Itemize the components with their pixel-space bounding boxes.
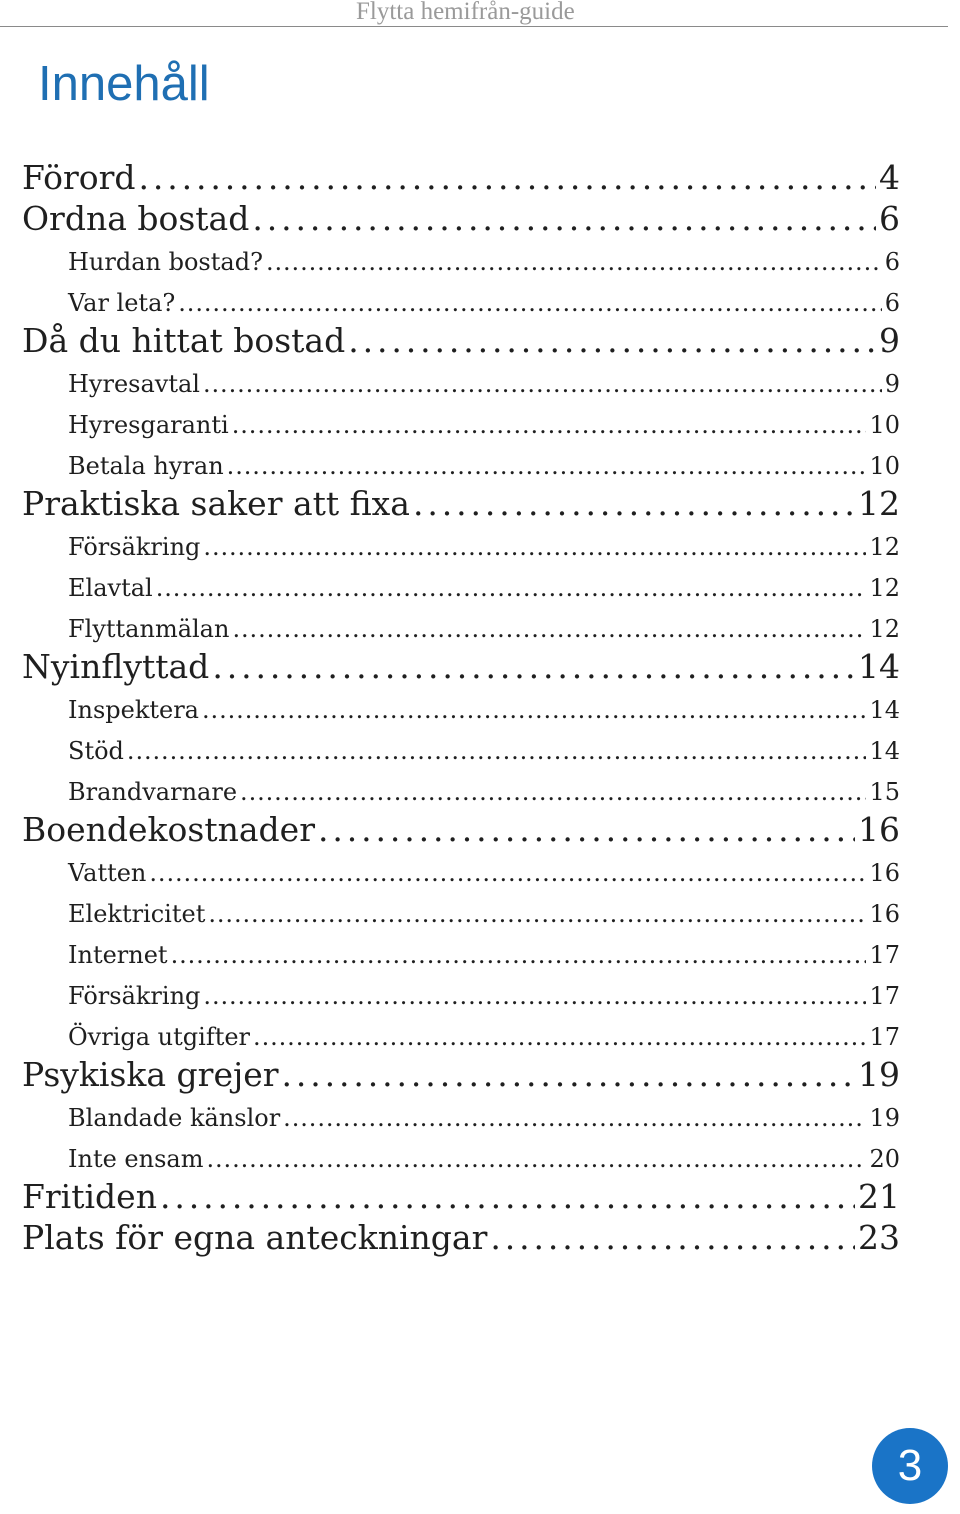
toc-dot-leader <box>490 1218 855 1258</box>
toc-entry-label: Övriga utgifter <box>68 1023 251 1051</box>
toc-entry-page: 17 <box>869 982 900 1010</box>
toc-section[interactable] <box>68 1143 900 1175</box>
toc-dot-leader <box>203 980 866 1012</box>
toc-dot-leader <box>283 1102 866 1134</box>
toc-entry-label: Brandvarnare <box>68 778 238 806</box>
toc-entry-label: Elavtal <box>68 574 153 602</box>
toc-entry-label: Psykiska grejer <box>22 1055 279 1094</box>
toc-chapter[interactable] <box>22 199 900 239</box>
toc-section[interactable] <box>68 694 900 726</box>
toc-entry-page: 21 <box>858 1177 900 1216</box>
toc-entry-page: 19 <box>858 1055 900 1094</box>
toc-entry-page: 14 <box>858 647 900 686</box>
page-number: 3 <box>897 1441 923 1490</box>
toc-entry-label: Försäkring <box>68 533 201 561</box>
toc-entry-page: 6 <box>884 248 900 276</box>
toc-section[interactable] <box>68 1102 900 1134</box>
toc-entry-label: Var leta? <box>68 289 176 317</box>
toc-entry-page: 20 <box>869 1145 900 1173</box>
toc-section[interactable] <box>68 1021 900 1053</box>
toc-entry-label: Nyinflyttad <box>22 647 210 686</box>
toc-dot-leader <box>348 321 876 361</box>
toc-section[interactable] <box>68 898 900 930</box>
toc-entry-label: Fritiden <box>22 1177 157 1216</box>
toc-entry-label: Hyresavtal <box>68 370 200 398</box>
toc-dot-leader <box>413 484 855 524</box>
toc-entry-page: 9 <box>884 370 900 398</box>
toc-entry-page: 14 <box>869 737 900 765</box>
toc-dot-leader <box>171 939 867 971</box>
toc-entry-label: Blandade känslor <box>68 1104 281 1132</box>
toc-entry-label: Stöd <box>68 737 124 765</box>
toc-entry-page: 14 <box>869 696 900 724</box>
toc-chapter[interactable] <box>22 1055 900 1095</box>
toc-entry-page: 10 <box>869 452 900 480</box>
toc-entry-label: Ordna bostad <box>22 199 250 238</box>
toc-dot-leader <box>127 735 867 767</box>
toc-dot-leader <box>160 1177 855 1217</box>
toc-dot-leader <box>208 898 866 930</box>
toc-entry-page: 16 <box>869 859 900 887</box>
toc-entry-label: Praktiska saker att fixa <box>22 484 410 523</box>
toc-chapter[interactable] <box>22 647 900 687</box>
toc-section[interactable] <box>68 613 900 645</box>
toc-dot-leader <box>227 450 867 482</box>
toc-entry-label: Flyttanmälan <box>68 615 230 643</box>
toc-chapter[interactable] <box>22 810 900 850</box>
toc-dot-leader <box>203 368 882 400</box>
toc-entry-label: Elektricitet <box>68 900 206 928</box>
toc-section[interactable] <box>68 735 900 767</box>
toc-dot-leader <box>282 1055 855 1095</box>
toc-entry-label: Boendekostnader <box>22 810 315 849</box>
toc-dot-leader <box>156 572 867 604</box>
toc-entry-label: Förord <box>22 158 136 197</box>
toc-dot-leader <box>232 613 866 645</box>
toc-entry-page: 17 <box>869 1023 900 1051</box>
toc-entry-label: Hyresgaranti <box>68 411 229 439</box>
toc-section[interactable] <box>68 409 900 441</box>
toc-chapter[interactable] <box>22 158 900 198</box>
page-title: Innehåll <box>38 57 210 111</box>
toc-entry-label: Inte ensam <box>68 1145 204 1173</box>
toc-chapter[interactable] <box>22 1218 900 1258</box>
toc-dot-leader <box>203 531 866 563</box>
toc-entry-page: 19 <box>869 1104 900 1132</box>
running-header <box>0 0 948 27</box>
toc-entry-label: Försäkring <box>68 982 201 1010</box>
toc-entry-page: 16 <box>869 900 900 928</box>
toc-entry-page: 10 <box>869 411 900 439</box>
toc-dot-leader <box>252 199 876 239</box>
toc-dot-leader <box>253 1021 866 1053</box>
toc-dot-leader <box>206 1143 866 1175</box>
toc-dot-leader <box>232 409 867 441</box>
toc-entry-label: Hurdan bostad? <box>68 248 263 276</box>
running-header-title: Flytta hemifrån-guide <box>356 0 575 25</box>
toc-entry-page: 16 <box>858 810 900 849</box>
toc-entry-page: 4 <box>879 158 900 197</box>
toc-entry-label: Plats för egna anteckningar <box>22 1218 488 1257</box>
toc-entry-page: 12 <box>869 615 900 643</box>
toc-section[interactable] <box>68 287 900 319</box>
toc-section[interactable] <box>68 980 900 1012</box>
toc-section[interactable] <box>68 531 900 563</box>
toc-section[interactable] <box>68 857 900 889</box>
toc-dot-leader <box>139 158 876 198</box>
toc-section[interactable] <box>68 368 900 400</box>
toc-section[interactable] <box>68 246 900 278</box>
toc-chapter[interactable] <box>22 321 900 361</box>
toc-entry-page: 23 <box>858 1218 900 1257</box>
toc-section[interactable] <box>68 572 900 604</box>
toc-entry-page: 9 <box>879 321 900 360</box>
toc-section[interactable] <box>68 939 900 971</box>
toc-dot-leader <box>149 857 866 889</box>
toc-entry-label: Inspektera <box>68 696 199 724</box>
toc-dot-leader <box>240 776 866 808</box>
toc-dot-leader <box>212 647 855 687</box>
page-number-badge <box>872 1428 948 1504</box>
toc-entry-label: Vatten <box>68 859 147 887</box>
toc-chapter[interactable] <box>22 484 900 524</box>
toc-dot-leader <box>202 694 866 726</box>
toc-section[interactable] <box>68 450 900 482</box>
toc-section[interactable] <box>68 776 900 808</box>
toc-chapter[interactable] <box>22 1177 900 1217</box>
toc-entry-label: Då du hittat bostad <box>22 321 346 360</box>
toc-dot-leader <box>178 287 881 319</box>
toc-dot-leader <box>266 246 882 278</box>
toc-dot-leader <box>318 810 855 850</box>
toc-entry-page: 17 <box>869 941 900 969</box>
toc-entry-page: 6 <box>879 199 900 238</box>
toc-entry-page: 6 <box>884 289 900 317</box>
toc-entry-page: 12 <box>869 533 900 561</box>
toc-entry-page: 12 <box>869 574 900 602</box>
toc-entry-label: Internet <box>68 941 168 969</box>
toc-entry-label: Betala hyran <box>68 452 224 480</box>
toc-entry-page: 15 <box>869 778 900 806</box>
toc-entry-page: 12 <box>858 484 900 523</box>
